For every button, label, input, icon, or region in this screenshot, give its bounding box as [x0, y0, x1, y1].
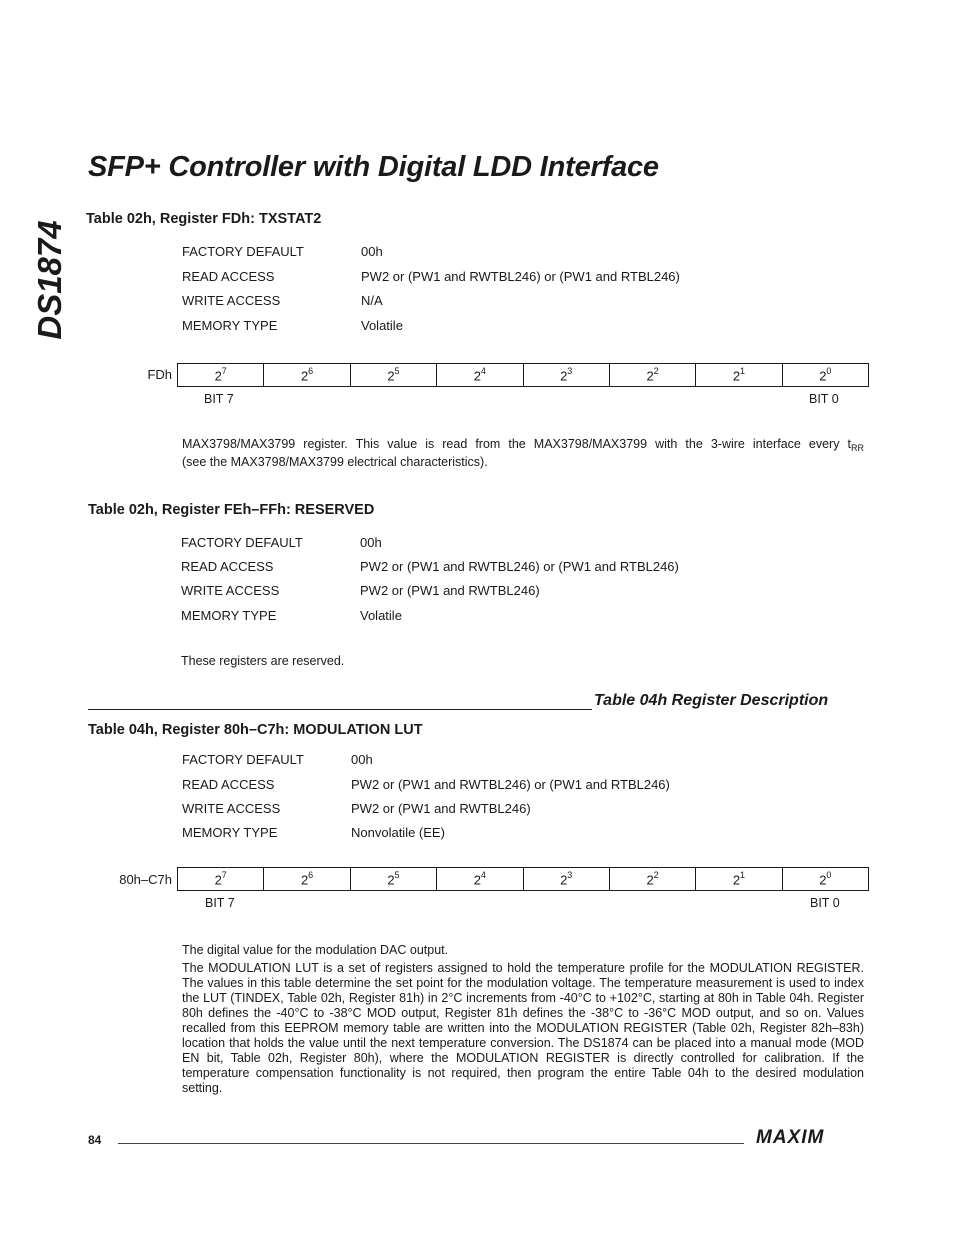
prop-value: 00h [361, 244, 383, 259]
bit-table [177, 867, 869, 891]
bit-msb-label: BIT 7 [205, 896, 235, 910]
bit-cell: $2^6$ [264, 364, 350, 387]
prop-key: MEMORY TYPE [182, 825, 278, 840]
bit-cell: $2^1$ [696, 364, 782, 387]
bit-cell: $2^3$ [523, 868, 609, 891]
prop-key: READ ACCESS [181, 559, 274, 574]
modlut-heading: Table 04h, Register 80h–C7h: MODULATION LUT [88, 722, 423, 738]
prop-value: 00h [351, 752, 373, 767]
prop-value: Volatile [360, 608, 402, 623]
bit-lsb-label: BIT 0 [809, 392, 839, 406]
description-line: (see the MAX3798/MAX3799 electrical characteristics). [182, 455, 488, 469]
svg-text:MAXIM: MAXIM [756, 1128, 825, 1146]
reserved-description: These registers are reserved. [181, 654, 345, 668]
bit-cell: $2^4$ [437, 364, 523, 387]
prop-key: WRITE ACCESS [182, 293, 281, 308]
prop-key: WRITE ACCESS [181, 583, 280, 598]
prop-key: FACTORY DEFAULT [182, 244, 304, 259]
maxim-logo-icon [755, 1128, 865, 1146]
section-rule [88, 709, 592, 710]
bit-cell: $2^4$ [437, 868, 523, 891]
prop-value: Volatile [361, 318, 403, 333]
prop-value: PW2 or (PW1 and RWTBL246) [351, 801, 531, 816]
prop-value: PW2 or (PW1 and RWTBL246) [360, 583, 540, 598]
bit-cell: $2^0$ [782, 364, 868, 387]
bit-cell: $2^2$ [609, 868, 695, 891]
modlut-description-short: The digital value for the modulation DAC output. [182, 943, 449, 957]
footer-rule [118, 1143, 744, 1144]
prop-key: READ ACCESS [182, 269, 275, 284]
register-label: FDh [147, 367, 172, 382]
prop-key: MEMORY TYPE [181, 608, 277, 623]
page-number: 84 [88, 1133, 102, 1147]
prop-value: N/A [361, 293, 383, 308]
prop-value: PW2 or (PW1 and RWTBL246) or (PW1 and RTBL246) [351, 777, 670, 792]
prop-key: READ ACCESS [182, 777, 275, 792]
prop-value: PW2 or (PW1 and RWTBL246) or (PW1 and RTBL246) [360, 559, 679, 574]
bit-cell: $2^3$ [523, 364, 609, 387]
side-part-number-text: DS1874 [31, 220, 68, 340]
bit-cell: $2^1$ [696, 868, 782, 891]
prop-value: 00h [360, 535, 382, 550]
modlut-description-long: The MODULATION LUT is a set of registers assigned to hold the temperature profile for the MODULATION REGISTER. The values in this table determine the set point for the modulation voltage. The temperature measurement is used to index the LUT (TINDEX, Table 02h, Register 81h) in 2°C increments from -40°C to +102°C, starting at 80h in Table 04h. Register 80h defines the -40°C to -38°C MOD output, Register 81h defines the -38°C to -36°C MOD output, and so on. Values recalled from this EEPROM memory table are written into the MODULATION REGISTER (Table 02h, Register 82h–83h) location that holds the value until the next temperature conversion. The DS1874 can be placed into a manual mode (MOD EN bit, Table 02h, Register 80h), where the MODULATION REGISTER is directly controlled for calibration. If the temperature compensation functionality is not required, then program the entire Table 04h to the desired modulation setting. [182, 961, 864, 1095]
bit-msb-label: BIT 7 [204, 392, 234, 406]
prop-key: FACTORY DEFAULT [182, 752, 304, 767]
maxim-logo [755, 1128, 865, 1146]
side-part-number [30, 210, 70, 350]
txstat2-description [182, 437, 864, 470]
prop-value: Nonvolatile (EE) [351, 825, 445, 840]
bit-lsb-label: BIT 0 [810, 896, 840, 910]
prop-key: MEMORY TYPE [182, 318, 278, 333]
description-line: MAX3798/MAX3799 register. This value is read from the MAX3798/MAX3799 with the 3-wire interface every $t_{RR}$ [182, 437, 864, 453]
txstat2-heading: Table 02h, Register FDh: TXSTAT2 [86, 211, 322, 227]
register-label: 80h–C7h [119, 872, 172, 887]
prop-key: FACTORY DEFAULT [181, 535, 303, 550]
bit-table [177, 363, 869, 387]
bit-cell: $2^0$ [782, 868, 868, 891]
reserved-heading: Table 02h, Register FEh–FFh: RESERVED [88, 502, 375, 518]
prop-value: PW2 or (PW1 and RWTBL246) or (PW1 and RTBL246) [361, 269, 680, 284]
bit-cell: $2^2$ [609, 364, 695, 387]
bit-cell: $2^7$ [178, 868, 264, 891]
bit-cell: $2^5$ [350, 868, 436, 891]
bit-cell: $2^6$ [264, 868, 350, 891]
bit-cell: $2^7$ [178, 364, 264, 387]
table04-section-title: Table 04h Register Description [594, 692, 829, 709]
page-title: SFP+ Controller with Digital LDD Interface [88, 151, 659, 183]
prop-key: WRITE ACCESS [182, 801, 281, 816]
bit-cell: $2^5$ [350, 364, 436, 387]
